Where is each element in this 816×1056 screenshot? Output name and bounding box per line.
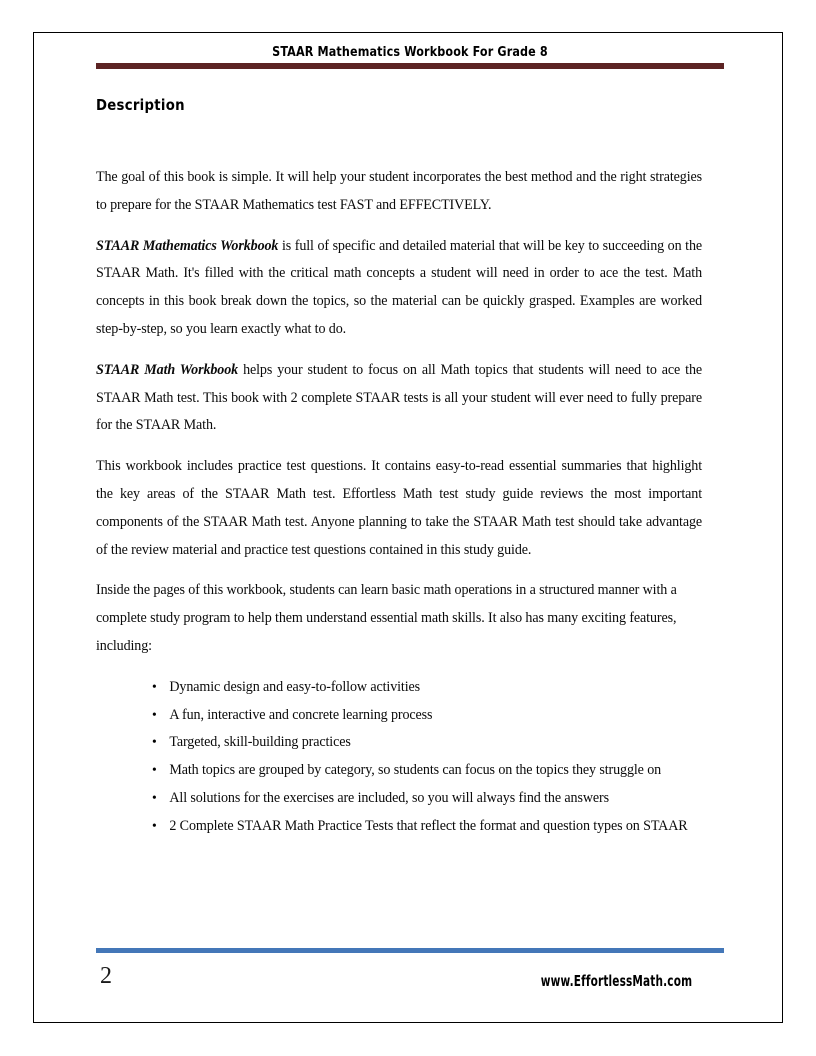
list-item bbox=[96, 674, 702, 702]
bullet-point-icon: • bbox=[151, 763, 157, 779]
header-title: STAAR Mathematics Workbook For Grade 8 bbox=[272, 44, 548, 60]
bullet-point-icon: • bbox=[151, 679, 157, 695]
paragraph bbox=[96, 577, 702, 660]
running-header bbox=[96, 44, 724, 60]
list-item bbox=[96, 757, 702, 785]
list-item-text: Targeted, skill-building practices bbox=[169, 734, 351, 751]
header-divider-rule bbox=[96, 63, 724, 69]
list-item bbox=[96, 813, 702, 841]
paragraph-text: is full of specific and detailed material that will be key to succeeding on the STAAR Math. It's filled with the critical math concepts a student will need in order to ace the test. Math concepts in this book break down the topics, so the material can be quickly grasped. Examples are worked step-by-step, so you learn exactly what to do. bbox=[96, 237, 703, 337]
paragraph-lead: STAAR Math Workbook bbox=[96, 361, 239, 378]
page-footer bbox=[96, 958, 724, 998]
page-number: 2 bbox=[100, 963, 112, 989]
list-item-text: Dynamic design and easy-to-follow activities bbox=[169, 678, 421, 695]
section-heading-description: Description bbox=[96, 96, 185, 114]
list-item-text: All solutions for the exercises are included, so you will always find the answers bbox=[169, 789, 609, 806]
bullet-point-icon: • bbox=[151, 735, 157, 751]
bullet-point-icon: • bbox=[151, 707, 157, 723]
paragraph-text: This workbook includes practice test questions. It contains easy-to-read essential summaries that highlight the key areas of the STAAR Math test. Effortless Math test study guide reviews the most important components of the STAAR Math test. Anyone planning to take the STAAR Math test should take advantage of the review material and practice test questions contained in this study guide. bbox=[96, 458, 703, 558]
paragraph-text: Inside the pages of this workbook, students can learn basic math operations in a structured manner with a complete study program to help them understand essential math skills. It also has many exciting features, including: bbox=[96, 582, 677, 654]
paragraph-lead: STAAR Mathematics Workbook bbox=[96, 237, 279, 254]
feature-bullet-list bbox=[96, 674, 724, 841]
page-border-frame bbox=[33, 32, 783, 1023]
paragraph bbox=[96, 453, 702, 564]
paragraph-text: The goal of this book is simple. It will help your student incorporates the best method and the right strategies to prepare for the STAAR Mathematics test FAST and EFFECTIVELY. bbox=[96, 169, 703, 213]
page-content bbox=[34, 33, 784, 1024]
bullet-point-icon: • bbox=[151, 818, 157, 834]
list-item bbox=[96, 729, 702, 757]
bullet-point-icon: • bbox=[151, 790, 157, 806]
footer-divider-rule bbox=[96, 948, 724, 953]
paragraph bbox=[96, 233, 702, 344]
list-item bbox=[96, 702, 702, 730]
body-text-area bbox=[96, 164, 724, 841]
list-item bbox=[96, 785, 702, 813]
list-item-text: Math topics are grouped by category, so students can focus on the topics they struggle on bbox=[169, 762, 662, 779]
footer-website-url: www.EffortlessMath.com bbox=[540, 972, 692, 990]
paragraph-text: helps your student to focus on all Math topics that students will need to ace the STAAR Math test. This book with 2 complete STAAR tests is all your student will ever need to fully prepare for the STAAR Math. bbox=[96, 361, 703, 434]
list-item-text: 2 Complete STAAR Math Practice Tests that reflect the format and question types on STAAR bbox=[169, 817, 688, 834]
list-item-text: A fun, interactive and concrete learning process bbox=[169, 706, 433, 723]
paragraph bbox=[96, 164, 702, 220]
paragraph bbox=[96, 357, 702, 440]
